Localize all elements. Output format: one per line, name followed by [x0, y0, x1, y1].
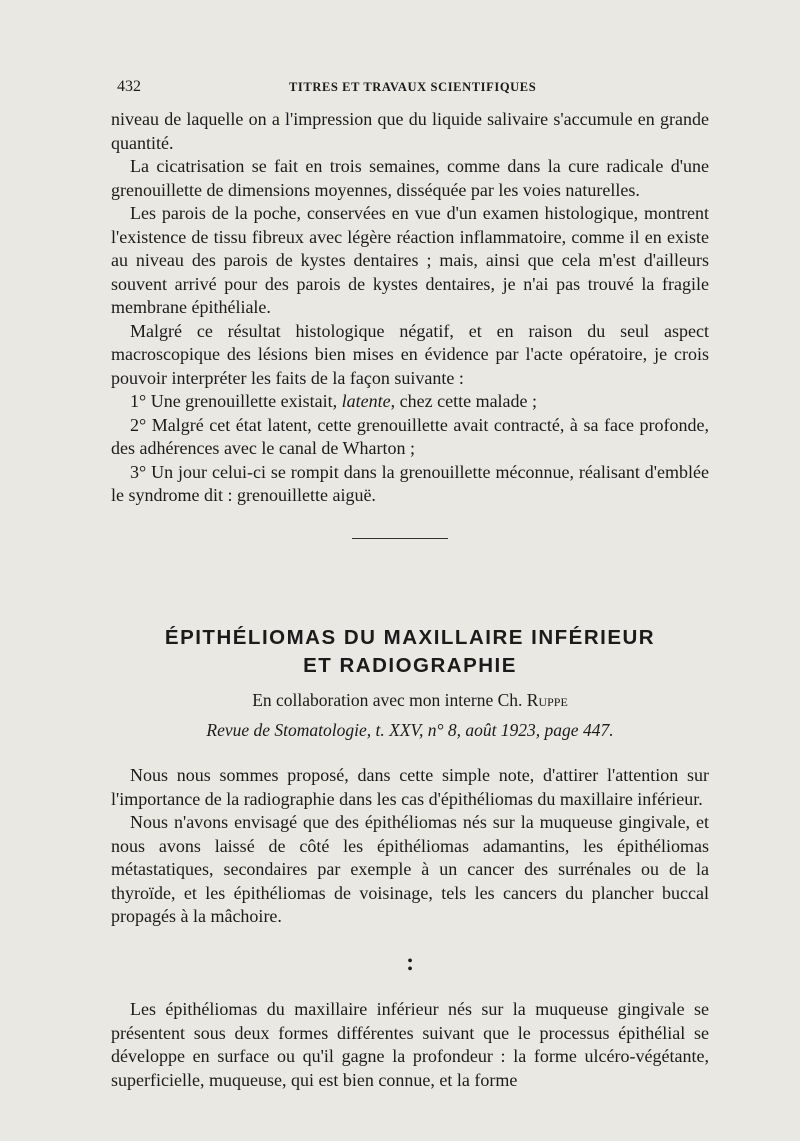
- page-number: 432: [117, 78, 141, 95]
- paragraph: Les parois de la poche, conservées en vue d'un examen histologique, montrent l'existence de tissu fibreux avec légère réaction inflammatoire, comme il en existe au niveau des parois de kystes dentaires ; mais, ainsi que cela m'est d'ailleurs souvent arrivé pour des parois de kystes dentaires, je n'ai pas trouvé la fragile membrane épithéliale.: [111, 203, 709, 317]
- section-title-line-2: ET RADIOGRAPHIE: [303, 654, 517, 677]
- paragraph: Nous n'avons envisagé que des épithéliomas nés sur la muqueuse gingivale, et nous avons laissé de côté les épithéliomas adamantins, les épithéliomas métastatiques, secondaires par exemple à un cancer des surrénales ou de la thyroïde, et les épithéliomas de voisinage, tels les cancers du plancher buccal propagés à la mâchoire.: [111, 812, 709, 926]
- paragraph: Malgré ce résultat histologique négatif, et en raison du seul aspect macroscopique des lésions bien mises en évidence par l'acte opératoire, je crois pouvoir interpréter les faits de la façon suivante :: [111, 320, 709, 388]
- emphasis-text: latente: [341, 391, 391, 411]
- list-item: 3° Un jour celui-ci se rompit dans la grenouillette méconnue, réalisant d'emblée le syndrome dit : grenouillette aiguë.: [111, 461, 709, 505]
- ornament-dots: • •: [407, 953, 413, 978]
- epithelioma-forms-text: [111, 998, 709, 1092]
- list-item-text: 1° Une grenouillette existait,: [130, 391, 342, 411]
- running-title: TITRES ET TRAVAUX SCIENTIFIQUES: [289, 80, 537, 94]
- collaboration-prefix: En collaboration avec mon interne Ch.: [252, 690, 527, 710]
- list-item-text: , chez cette malade ;: [390, 391, 538, 411]
- running-head: [117, 78, 710, 98]
- paragraph: niveau de laquelle on a l'impression que du liquide salivaire s'accumule en grande quantité.: [111, 109, 709, 153]
- collaborator-name: Ruppe: [526, 690, 568, 710]
- list-item: [111, 390, 709, 414]
- section-title-line-1: ÉPITHÉLIOMAS DU MAXILLAIRE INFÉRIEUR: [164, 626, 656, 649]
- epithelioma-intro-text: [111, 764, 709, 929]
- paragraph: Les épithéliomas du maxillaire inférieur nés sur la muqueuse gingivale se présentent sous deux formes différentes suivant que le processus épithélial se développe en surface ou qu'il gagne la profondeur : la forme ulcéro-végétante, superficielle, muqueuse, qui est bien connue, et la forme: [111, 999, 709, 1090]
- paragraph: Nous nous sommes proposé, dans cette simple note, d'attirer l'attention sur l'importance de la radiographie dans les cas d'épithéliomas du maxillaire inférieur.: [111, 765, 709, 809]
- citation: Revue de Stomatologie, t. XXV, n° 8, août 1923, page 447.: [206, 720, 614, 740]
- grenouillette-text: [111, 108, 709, 508]
- section-divider: [352, 538, 448, 539]
- collaboration-line: [111, 690, 709, 711]
- paragraph: La cicatrisation se fait en trois semaines, comme dans la cure radicale d'une grenouillette de dimensions moyennes, disséquée par les voies naturelles.: [111, 156, 709, 200]
- list-item: 2° Malgré cet état latent, cette grenouillette avait contracté, à sa face profonde, des adhérences avec le canal de Wharton ;: [111, 414, 709, 458]
